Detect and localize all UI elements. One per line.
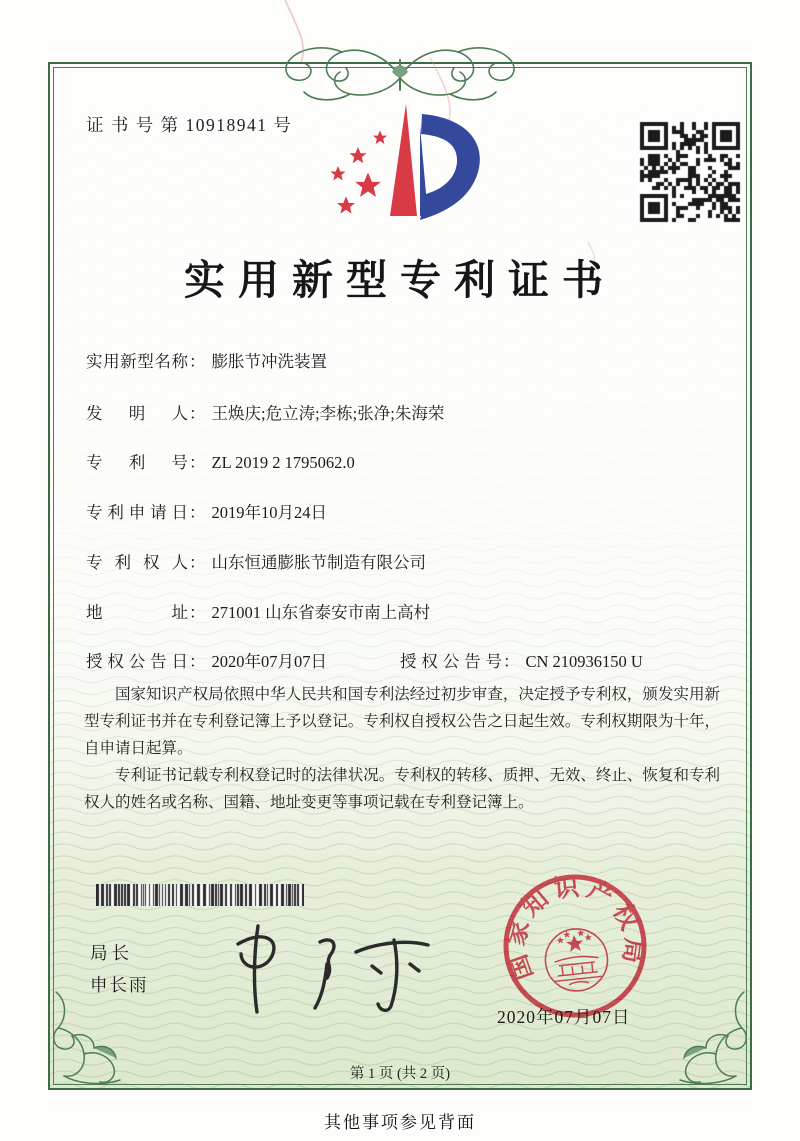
field-value: ZL 2019 2 1795062.0 bbox=[211, 453, 355, 472]
page-title: 实用新型专利证书 bbox=[184, 257, 616, 303]
field-value: 王焕庆;危立涛;李栋;张净;朱海荣 bbox=[211, 404, 445, 423]
cnipa-patent-logo-icon bbox=[320, 98, 484, 228]
field-value: 膨胀节冲洗装置 bbox=[211, 352, 327, 371]
field-label: 授权公告号 bbox=[400, 652, 502, 671]
back-side-note: 其他事项参见背面 bbox=[324, 1113, 476, 1132]
field-value: 271001 山东省泰安市南上高村 bbox=[211, 603, 431, 622]
seal-ring-text: 国家知识产权局 bbox=[502, 873, 648, 984]
field-grant-row: 授权公告日： 2020年07月07日 授权公告号： CN 210936150 U bbox=[86, 648, 327, 672]
field-label: 发明人 bbox=[86, 404, 188, 423]
field-value: 2020年07月07日 bbox=[211, 652, 327, 671]
field-patent-number: 专利号： ZL 2019 2 1795062.0 bbox=[86, 449, 355, 473]
field-label: 地址 bbox=[86, 603, 188, 622]
seal-date: 2020年07月07日 bbox=[497, 1007, 631, 1027]
field-grant-number: 授权公告号： CN 210936150 U bbox=[400, 648, 643, 672]
field-utility-model-name: 实用新型名称： 膨胀节冲洗装置 bbox=[86, 348, 327, 372]
field-label: 专利号 bbox=[86, 453, 188, 472]
field-label: 实用新型名称 bbox=[86, 352, 188, 371]
field-label: 授权公告日 bbox=[86, 652, 188, 671]
field-patentee: 专利权人： 山东恒通膨胀节制造有限公司 bbox=[86, 549, 426, 573]
qr-code bbox=[638, 120, 742, 224]
field-label: 专利权人 bbox=[86, 553, 188, 572]
field-value: 山东恒通膨胀节制造有限公司 bbox=[211, 553, 426, 572]
national-emblem-icon bbox=[542, 926, 610, 994]
commissioner-title: 局长 bbox=[90, 943, 133, 963]
certificate-number: 证 书 号 第 10918941 号 bbox=[86, 115, 293, 135]
field-value: 2019年10月24日 bbox=[211, 503, 327, 522]
field-label: 专利申请日 bbox=[86, 503, 188, 522]
legal-paragraph-1: 国家知识产权局依照中华人民共和国专利法经过初步审查，决定授予专利权，颁发实用新型专利证书并在专利登记簿上予以登记。专利权自授权公告之日起生效。专利权期限为十年，自申请日起算。 bbox=[84, 686, 720, 757]
field-value: CN 210936150 U bbox=[525, 652, 643, 671]
field-inventors: 发明人： 王焕庆;危立涛;李栋;张净;朱海荣 bbox=[86, 400, 444, 424]
barcode bbox=[96, 884, 304, 906]
legal-text bbox=[84, 682, 720, 817]
legal-paragraph-2: 专利证书记载专利权登记时的法律状况。专利权的转移、质押、无效、终止、恢复和专利权人的姓名或名称、国籍、地址变更等事项记载在专利登记簿上。 bbox=[84, 766, 720, 811]
field-filing-date: 专利申请日： 2019年10月24日 bbox=[86, 499, 327, 523]
field-address: 地址： 271001 山东省泰安市南上高村 bbox=[86, 599, 430, 623]
handwritten-signature bbox=[196, 912, 444, 1022]
page-number: 第 1 页 (共 2 页) bbox=[349, 1066, 451, 1082]
commissioner-name: 申长雨 bbox=[90, 975, 149, 995]
